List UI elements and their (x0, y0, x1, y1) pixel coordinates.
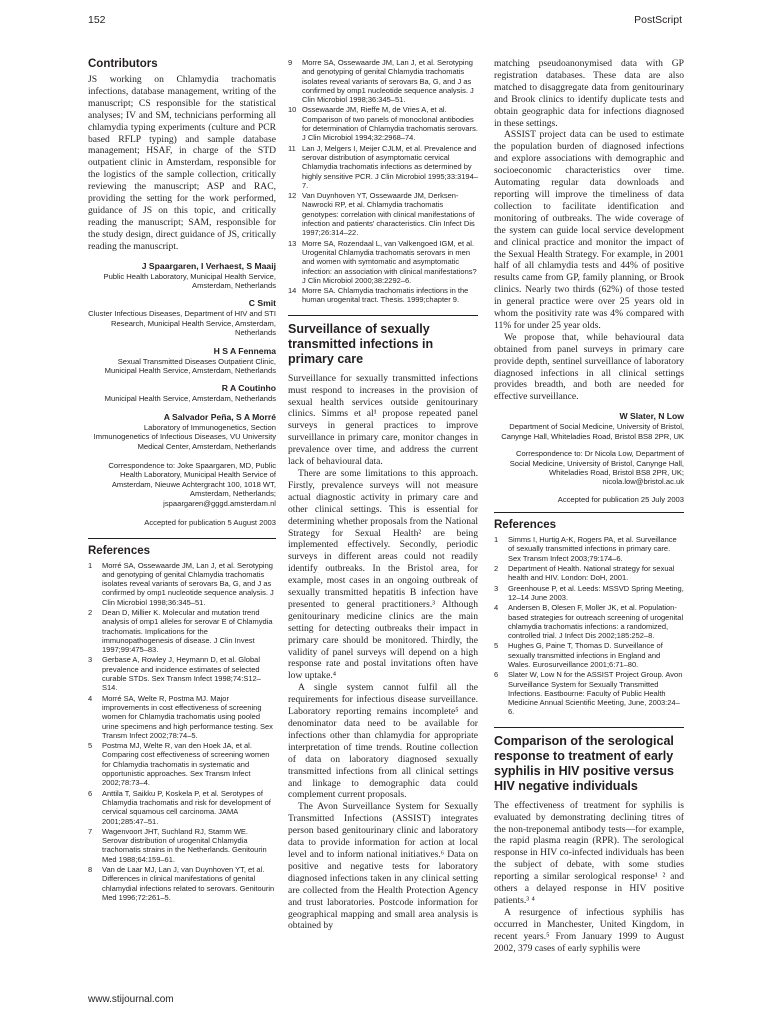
signatory-name: J Spaargaren, I Verhaest, S Maaij (141, 260, 276, 271)
reference-item (288, 239, 478, 285)
reference-text: Wagenvoort JHT, Suchland RJ, Stamm WE. Serovar distribution of urogenital Chlamydia trachomatis strains in the Netherlands. Genitourin Med 1988;64:159–61. (102, 826, 267, 864)
reference-item (288, 286, 478, 305)
reference-item (288, 191, 478, 237)
reference-item (88, 608, 276, 654)
reference-text: Hughes G, Paine T, Thomas D. Surveillance of sexually transmitted infections in England and Wales. Eurosurveillance 2001;6:71–80. (508, 641, 663, 669)
reference-text: Morré SA, Ossewaarde JM, Lan J, et al. Serotyping and genotyping of genital Chlamydia trachomatis isolates reveal variants of serovars Ba, G, and J as confirmed by omp1 nucleotide sequence analysis. J Clin Microbiol 1998;36:345–51. (102, 560, 274, 607)
signatory-name: W Slater, N Low (619, 411, 684, 422)
signatory-name: H S A Fennema (213, 345, 276, 356)
correspondence: Correspondence to: Joke Spaargaren, MD, Public Health Laboratory, Municipal Health Service of Amsterdam, Nieuwe Achtergracht 100, 1018 WT, Amsterdam, Netherlands; jspaargaren@gggd.amsterdam.nl (108, 461, 276, 508)
reference-number: 1 (88, 560, 93, 570)
reference-number: 2 (88, 607, 93, 617)
reference-number: 4 (88, 693, 93, 703)
page-number: 152 (88, 14, 106, 26)
reference-text: Morré SA, Welte R, Postma MJ. Major improvements in cost effectiveness of screening women for Chlamydia trachomatis using pooled urine specimens and high performance testing. Sex Transm Infect 2002;78:74–5. (102, 693, 273, 740)
reference-item (288, 58, 478, 104)
reference-number: 14 (288, 286, 297, 296)
reference-number: 2 (494, 564, 499, 574)
reference-item (494, 535, 684, 563)
signatory-affiliation: Cluster Infectious Diseases, Department of HIV and STI Research, Municipal Health Service, Amsterdam, Netherlands (88, 309, 276, 338)
references-heading: References (494, 519, 557, 532)
signatory-affiliation: Municipal Health Service, Amsterdam, Netherlands (104, 394, 276, 404)
divider (494, 727, 684, 728)
reference-item (494, 670, 684, 716)
divider (288, 315, 478, 316)
references-list (88, 561, 276, 903)
reference-text: Anttila T, Saikku P, Koskela P, et al. Serotypes of Chlamydia trachomatis and risk for development of cervical squamous cell carcinoma. JAMA 2001;285:47–51. (102, 788, 271, 826)
journal-section: PostScript (634, 14, 682, 26)
reference-number: 5 (88, 741, 93, 751)
reference-text: Van de Laar MJ, Lan J, van Duynhoven YT, et al. Differences in clinical manifestations of genital chlamydial infections related to serovars. Genitourin Med 1996;72:261–5. (102, 865, 275, 902)
reference-number: 7 (88, 826, 93, 836)
article-body-continued (494, 58, 684, 403)
signatory-affiliation: Laboratory of Immunogenetics, Section Immunogenetics of Infectious Diseases, VU University Medical Center, Amsterdam, Netherlands (93, 422, 276, 451)
signatory-affiliation: Public Health Laboratory, Municipal Health Service, Amsterdam, Netherlands (103, 271, 276, 290)
reference-text: Gerbase A, Rowley J, Heymann D, et al. Global prevalence and incidence estimates of selected curable STDs. Sex Transm Infect 1998;74:S12–S14. (102, 655, 261, 693)
reference-text: Van Duynhoven YT, Ossewaarde JM, Derksen-Nawrocki RP, et al. Chlamydia trachomatis genotypes: correlation with clinical manifestations of infection and patients' characteristics. Clin Infect Dis 1997;26:314–22. (302, 191, 475, 238)
reference-item (88, 694, 276, 740)
journal-url: www.stijournal.com (88, 994, 174, 1005)
reference-text: Department of Health. National strategy for sexual health and HIV. London: DoH, 2001. (508, 564, 675, 583)
reference-text: Dean D, Millier K. Molecular and mutation trend analysis of omp1 alleles for serovar E of Chlamydia trachomatis. Implications for the immunopathogenesis of disease. J Clin Invest 1997;99:475–83. (102, 607, 273, 655)
paragraph: A resurgence of infectious syphilis has occurred in Manchester, United Kingdom, in recent years.⁵ From January 1999 to August 2002, 379 cases of early syphilis were (494, 906, 684, 954)
reference-text: Morre SA, Rozendaal L, van Valkengoed IGM, et al. Urogenital Chlamydia trachomatis serovars in men and women with symtomatic and asymptomatic infection: an association with clinical manifestations? J Clin Microbiol 2000;38:2292–6. (302, 238, 477, 285)
references-heading: References (88, 544, 151, 557)
correspondence: Correspondence to: Dr Nicola Low, Department of Social Medicine, University of Bristol, Canynge Hall, Whiteladies Road, Bristol BS8 2PR, UK; nicola.low@bristol.ac.uk (509, 449, 684, 487)
reference-text: Lan J, Melgers I, Meijer CJLM, et al. Prevalence and serovar distribution of asymptomatic cervical Chlamydia trachomatis infections as determined by highly sensitive PCR. J Clin Microbiol 1995;33:3194–7. (302, 143, 478, 190)
reference-item (88, 789, 276, 826)
reference-item (88, 865, 276, 902)
reference-text: Andersen B, Olesen F, Moller JK, et al. Population-based strategies for outreach screening of urogenital chlamydia trachomatis infections: a randomized, controlled trial. J Infect Dis 2002;185:252–8. (508, 603, 684, 641)
divider (494, 512, 684, 513)
reference-number: 5 (494, 641, 499, 651)
reference-text: Greenhouse P, et al. Leeds: MSSVD Spring Meeting, 12–14 June 2003. (508, 583, 684, 602)
reference-item (288, 105, 478, 142)
reference-text: Morre SA, Ossewaarde JM, Lan J, et al. Serotyping and genotyping of genital Chlamydia trachomatis isolates reveal variants of serovars Ba, G, and J as confirmed by omp1 nucleotide sequence analysis. J Clin Microbiol 1998;36:345–51. (302, 58, 474, 105)
reference-number: 6 (88, 788, 93, 798)
paragraph: The Avon Surveillance System for Sexually Transmitted Infections (ASSIST) integrates person based genitourinary clinic and laboratory data to provide information for action at local level and to inform national initiatives.⁶ Data on positive and negative tests for laboratory diagnosed infections taken in any clinical setting are collected from the Health Protection Agency and trust laboratories. Postcode information for geographical mapping and small area analysis is obtained by (288, 801, 478, 932)
reference-item (494, 603, 684, 640)
references-list (494, 535, 684, 717)
paragraph: ASSIST project data can be used to estimate the population burden of diagnosed infections and explore associations with demographic and socioeconomic characteristics over time. Automating regular data downloads and reporting will improve the timeliness of data collection to facilitate identification and monitoring of outbreaks. The wide coverage of the system can guide local service development and clinical practice and monitor the impact of the Sexual Health Strategy. For example, in 2001 half of all chlamydia tests and 44% of positive results came from GP, family planning, or Brook clinics. Nearly two thirds (62%) of those tested in general practice were over 25 years old in whom the positivity rate was 4% compared with 11% for under 25 year olds. (494, 129, 684, 331)
divider (88, 538, 276, 539)
reference-text: Slater W, Low N for the ASSIST Project Group. Avon Surveillance System for Sexually Transmitted Infections. Eastbourne: Faculty of Public Health Medicine Annual Scientific Meeting, June, 2003:24–6. (508, 670, 683, 717)
reference-item (88, 741, 276, 787)
reference-item (494, 584, 684, 603)
reference-text: Morre SA. Chlamydia trachomatis infections in the human urogenital tract. Thesis. 1999;chapter 9. (302, 286, 469, 305)
signatory-name: A Salvador Peña, S A Morré (163, 411, 276, 422)
reference-number: 10 (288, 105, 297, 115)
reference-item (88, 655, 276, 692)
reference-number: 8 (88, 865, 93, 874)
reference-number: 6 (494, 670, 499, 680)
reference-number: 13 (288, 238, 297, 248)
reference-text: Ossewaarde JM, Rieffe M, de Vries A, et al. Comparison of two panels of monoclonal antibodies for determination of Chlamydia trachomatis serovars. J Clin Microbiol 1994;32:2968–74. (302, 105, 478, 143)
article-body (494, 800, 684, 955)
column-3 (494, 58, 684, 955)
reference-number: 11 (288, 143, 296, 153)
paragraph: A single system cannot fulfil all the requirements for infectious disease surveillance. Laboratory reporting remains incomplete⁵ and denominator data need to be available for infections other than chlamydia for appropriate interpretation of time trends. Routine collection of data on laboratory diagnosed sexually transmitted infections from all clinical settings and linkage to demographic data could complement current proposals. (288, 682, 478, 801)
paragraph: There are some limitations to this approach. Firstly, prevalence surveys will not measure actual diagnostic activity in primary care and other clinical settings. This is essential for determining whether proposals from the National Strategy for Sexual Health² are being implemented effectively. Secondly, periodic surveys in different areas could not readily identify outbreaks. In the Bristol area, for example, most cases in an ongoing outbreak of sexually transmitted hepatitis B infection have presented to general practitioners.³ Although genitourinary medicine clinics are the main setting for detecting outbreaks their impact in primary care should be monitored. Thirdly, the validity of panel surveys will depend on a high response rate and postal invitations often have low uptake.⁴ (288, 467, 478, 682)
accepted-date: Accepted for publication 25 July 2003 (557, 494, 684, 504)
paragraph: Surveillance for sexually transmitted infections must respond to increases in the provision of sexual health services outside genitourinary clinics. Simms et al¹ propose repeated panel surveys in general practices to improve surveillance in primary care, monitor changes in prevalence over time, and address the current lack of behavioural data. (288, 372, 478, 468)
article-title: Surveillance of sexually transmitted infections in primary care (288, 321, 434, 366)
signatory-name: R A Coutinho (221, 383, 276, 394)
accepted-date: Accepted for publication 5 August 2003 (144, 518, 276, 528)
reference-text: Simms I, Hurtig A-K, Rogers PA, et al. Surveillance of sexually transmitted infections in primary care. Sex Transm Infect 2003;79:174–6. (508, 535, 677, 563)
reference-item (88, 827, 276, 864)
reference-number: 3 (494, 583, 499, 593)
signatories (88, 261, 276, 451)
paragraph: matching pseudoanonymised data with GP registration databases. These data are also matched to disaggregate data from genitourinary and Brook clinics to identify duplicate tests and obtain geographic data for infections diagnosed in these settings. (494, 58, 684, 129)
reference-item (494, 564, 684, 583)
reference-item (494, 641, 684, 669)
article-title: Comparison of the serological response to treatment of early syphilis in HIV positive versus HIV negative individuals (494, 733, 674, 793)
reference-number: 4 (494, 603, 499, 613)
contributors-body: JS working on Chlamydia trachomatis infections, database management, writing of the manuscript; CS responsible for the statistical analyses; IV and SM, technicians performing all chlamydia typing experiments (culture and PCR based RFLP typing) and sample database management; HSAF, in charge of the STD outpatient clinic in Amsterdam, responsible for the logistics of the sample collection, critically reviewing the manuscript; ASP and RAC, providing the setting for the work performed, guidance of JS on this topic, and critically reading the manuscript; SAM, responsible for the study design, direct guidance of JS, critically reading the manuscript. (88, 74, 276, 252)
reference-number: 9 (288, 58, 293, 67)
signatory-name: C Smit (248, 298, 276, 309)
contributors-heading: Contributors (88, 58, 158, 70)
reference-text: Postma MJ, Welte R, van den Hoek JA, et al. Comparing cost effectiveness of screening women for Chlamydia trachomatis in systematic and opportunistic approaches. Sex Transm Infect 2002;78:73–4. (102, 741, 270, 788)
references-list-continued (288, 58, 478, 305)
column-1 (88, 58, 276, 903)
paragraph: We propose that, while behavioural data obtained from panel surveys in primary care provide depth, sentinel surveillance of laboratory diagnosed infections in all clinical settings provides breadth, and both are needed for effective surveillance. (494, 331, 684, 403)
signatory-affiliation: Sexual Transmitted Diseases Outpatient Clinic, Municipal Health Service, Amsterdam, Netherlands (104, 356, 276, 376)
article-body (288, 373, 478, 933)
signatory-affiliation: Department of Social Medicine, University of Bristol, Canynge Hall, Whiteladies Road, Bristol BS8 2PR, UK (501, 422, 684, 441)
reference-number: 3 (88, 655, 93, 665)
reference-item (88, 561, 276, 607)
reference-number: 12 (288, 191, 297, 201)
reference-item (288, 144, 478, 190)
column-2 (288, 58, 478, 932)
paragraph: The effectiveness of treatment for syphilis is evaluated by demonstrating declining titres of the non-treponemal antibody tests—for example, the rapid plasma reagin (RPR). The serological response in HIV co-infected individuals has been the subject of debate, with some studies reporting a similar serological response¹ ² and others a delayed response in HIV positive patients.³ ⁴ (494, 799, 684, 907)
reference-number: 1 (494, 535, 499, 545)
